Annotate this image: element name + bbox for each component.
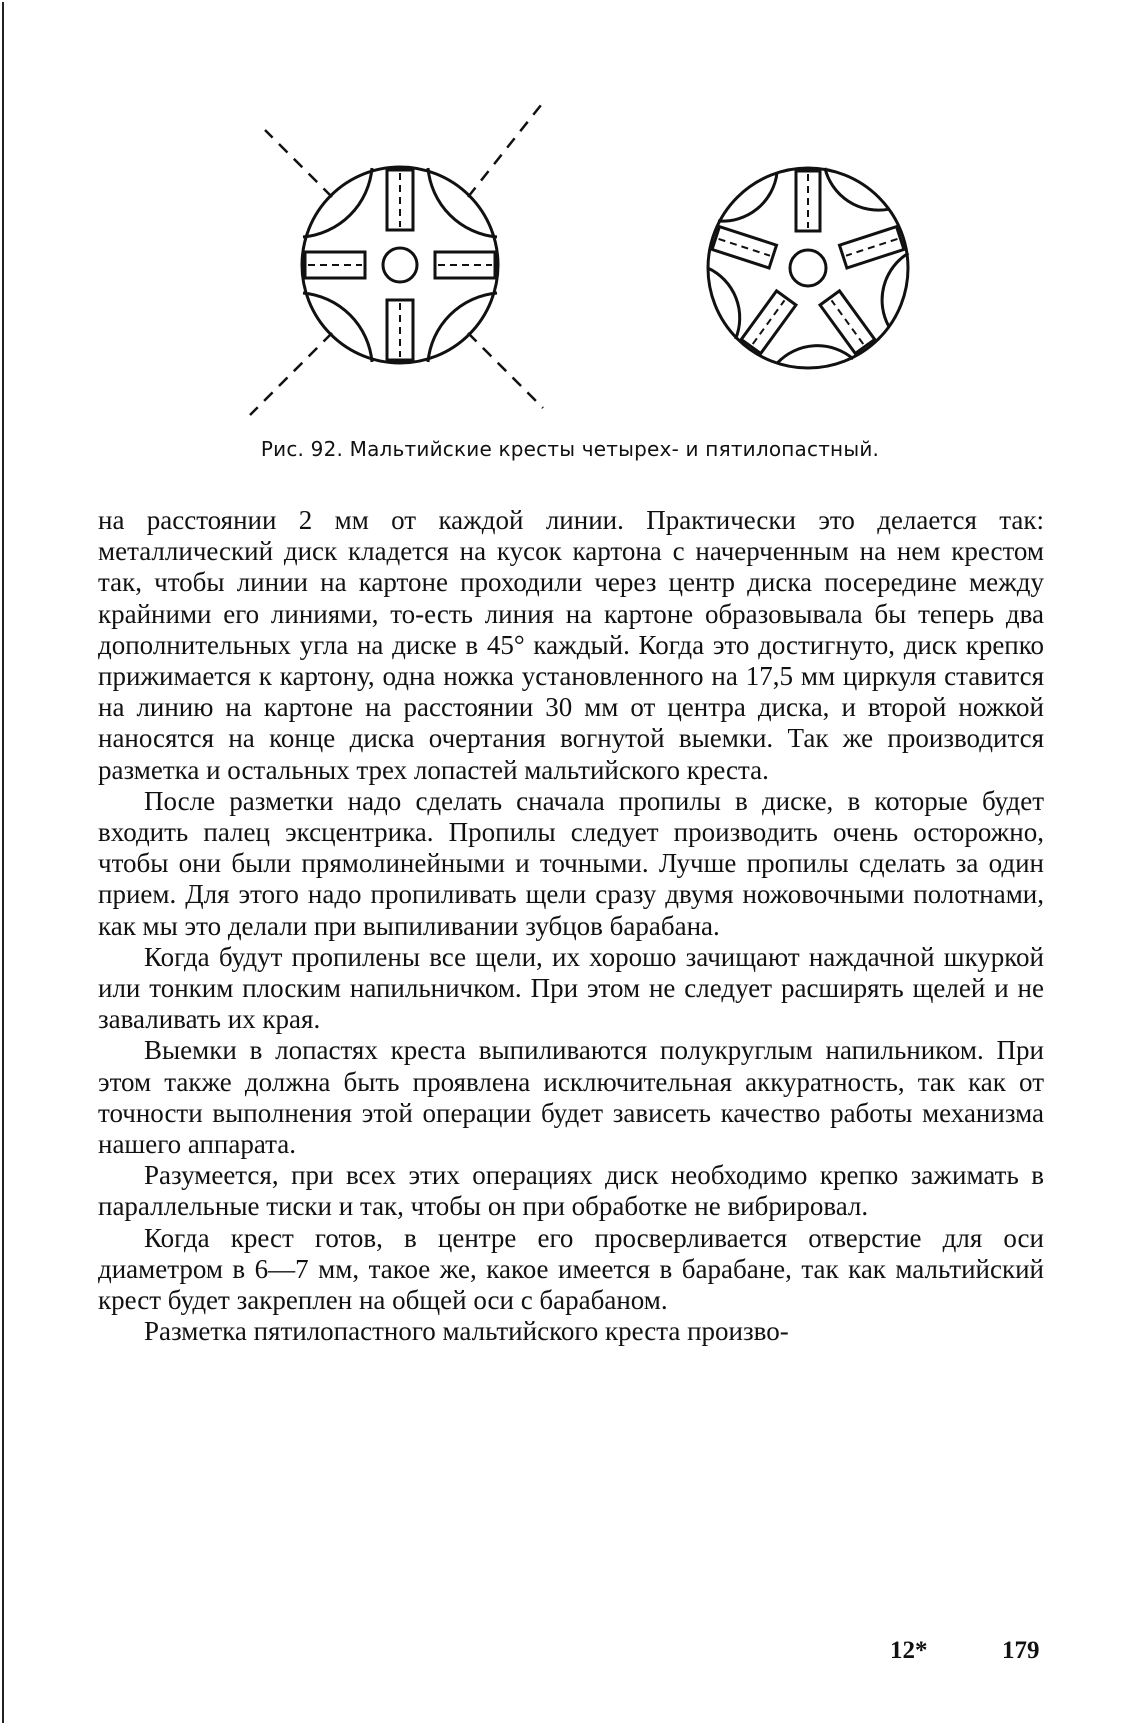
four-blade-maltese-cross bbox=[250, 100, 545, 415]
paragraph: Разумеется, при всех этих операциях диск необходимо крепко зажимать в параллельные тиски и так, чтобы он при обработке не вибрировал. bbox=[98, 1160, 1044, 1222]
dashed-diagonal-line bbox=[468, 100, 545, 197]
center-hole bbox=[790, 250, 826, 286]
page-number: 179 bbox=[1002, 1637, 1040, 1664]
five-blade-maltese-cross bbox=[690, 153, 930, 398]
paragraph: Когда будут пропилены все щели, их хорошо зачищают наждачной шкуркой или тонким плоским напильничком. При этом не следует расширять щелей и не заваливать их края. bbox=[98, 941, 1044, 1035]
figure-caption: Рис. 92. Мальтийские кресты четырех- и пятилопастный. bbox=[260, 437, 880, 461]
blade-notches bbox=[690, 153, 930, 398]
paragraph: Выемки в лопастях креста выпиливаются полукруглым напильником. При этом также должна быть проявлена исключительная аккуратность, так как от точности выполнения этой операции будет зависеть качество работы механизма нашего аппарата. bbox=[98, 1035, 1044, 1160]
paragraph: После разметки надо сделать сначала пропилы в диске, в которые будет входить палец эксцентрика. Пропилы следует производить очень осторожно, чтобы они были прямолинейными и точными. Лучше пропилы сделать за один прием. Для этого надо пропиливать щели сразу двумя ножовочными полотнами, как мы это делали при выпиливании зубцов барабана. bbox=[98, 785, 1044, 941]
page-footer bbox=[0, 1637, 1140, 1677]
dashed-diagonal-line bbox=[250, 333, 332, 415]
radial-slots bbox=[712, 171, 904, 354]
center-hole bbox=[383, 248, 417, 282]
body-text bbox=[98, 505, 1044, 1347]
figure bbox=[230, 100, 930, 420]
concave-notch bbox=[428, 168, 497, 237]
dashed-diagonal-line bbox=[468, 333, 543, 408]
paragraph: Разметка пятилопастного мальтийского креста произво- bbox=[144, 1316, 789, 1347]
maltese-crosses-illustration bbox=[230, 100, 930, 420]
signature-mark: 12* bbox=[890, 1637, 928, 1664]
paragraph: на расстоянии 2 мм от каждой линии. Практически это делается так: металлический диск кладется на кусок картона с начерченным на нем крестом так, чтобы линии на картоне проходили через центр диска посередине между крайними его линиями, то-есть линия на картоне образовывала бы теперь два дополнительных угла на диске в 45° каждый. Когда это достигнуто, диск крепко прижимается к картону, одна ножка установленного на 17,5 мм циркуля ставится на линию на картоне на расстоянии 30 мм от центра диска, и второй ножкой наносятся на конце диска очертания вогнутой выемки. Так же производится разметка и остальных трех лопастей мальтийского креста. bbox=[98, 505, 1044, 785]
dashed-diagonal-line bbox=[265, 130, 332, 197]
paragraph: Когда крест готов, в центре его просверливается отверстие для оси диаметром в 6—7 мм, такое же, какое имеется в барабане, так как мальтийский крест будет закреплен на общей оси с барабаном. bbox=[98, 1222, 1044, 1316]
